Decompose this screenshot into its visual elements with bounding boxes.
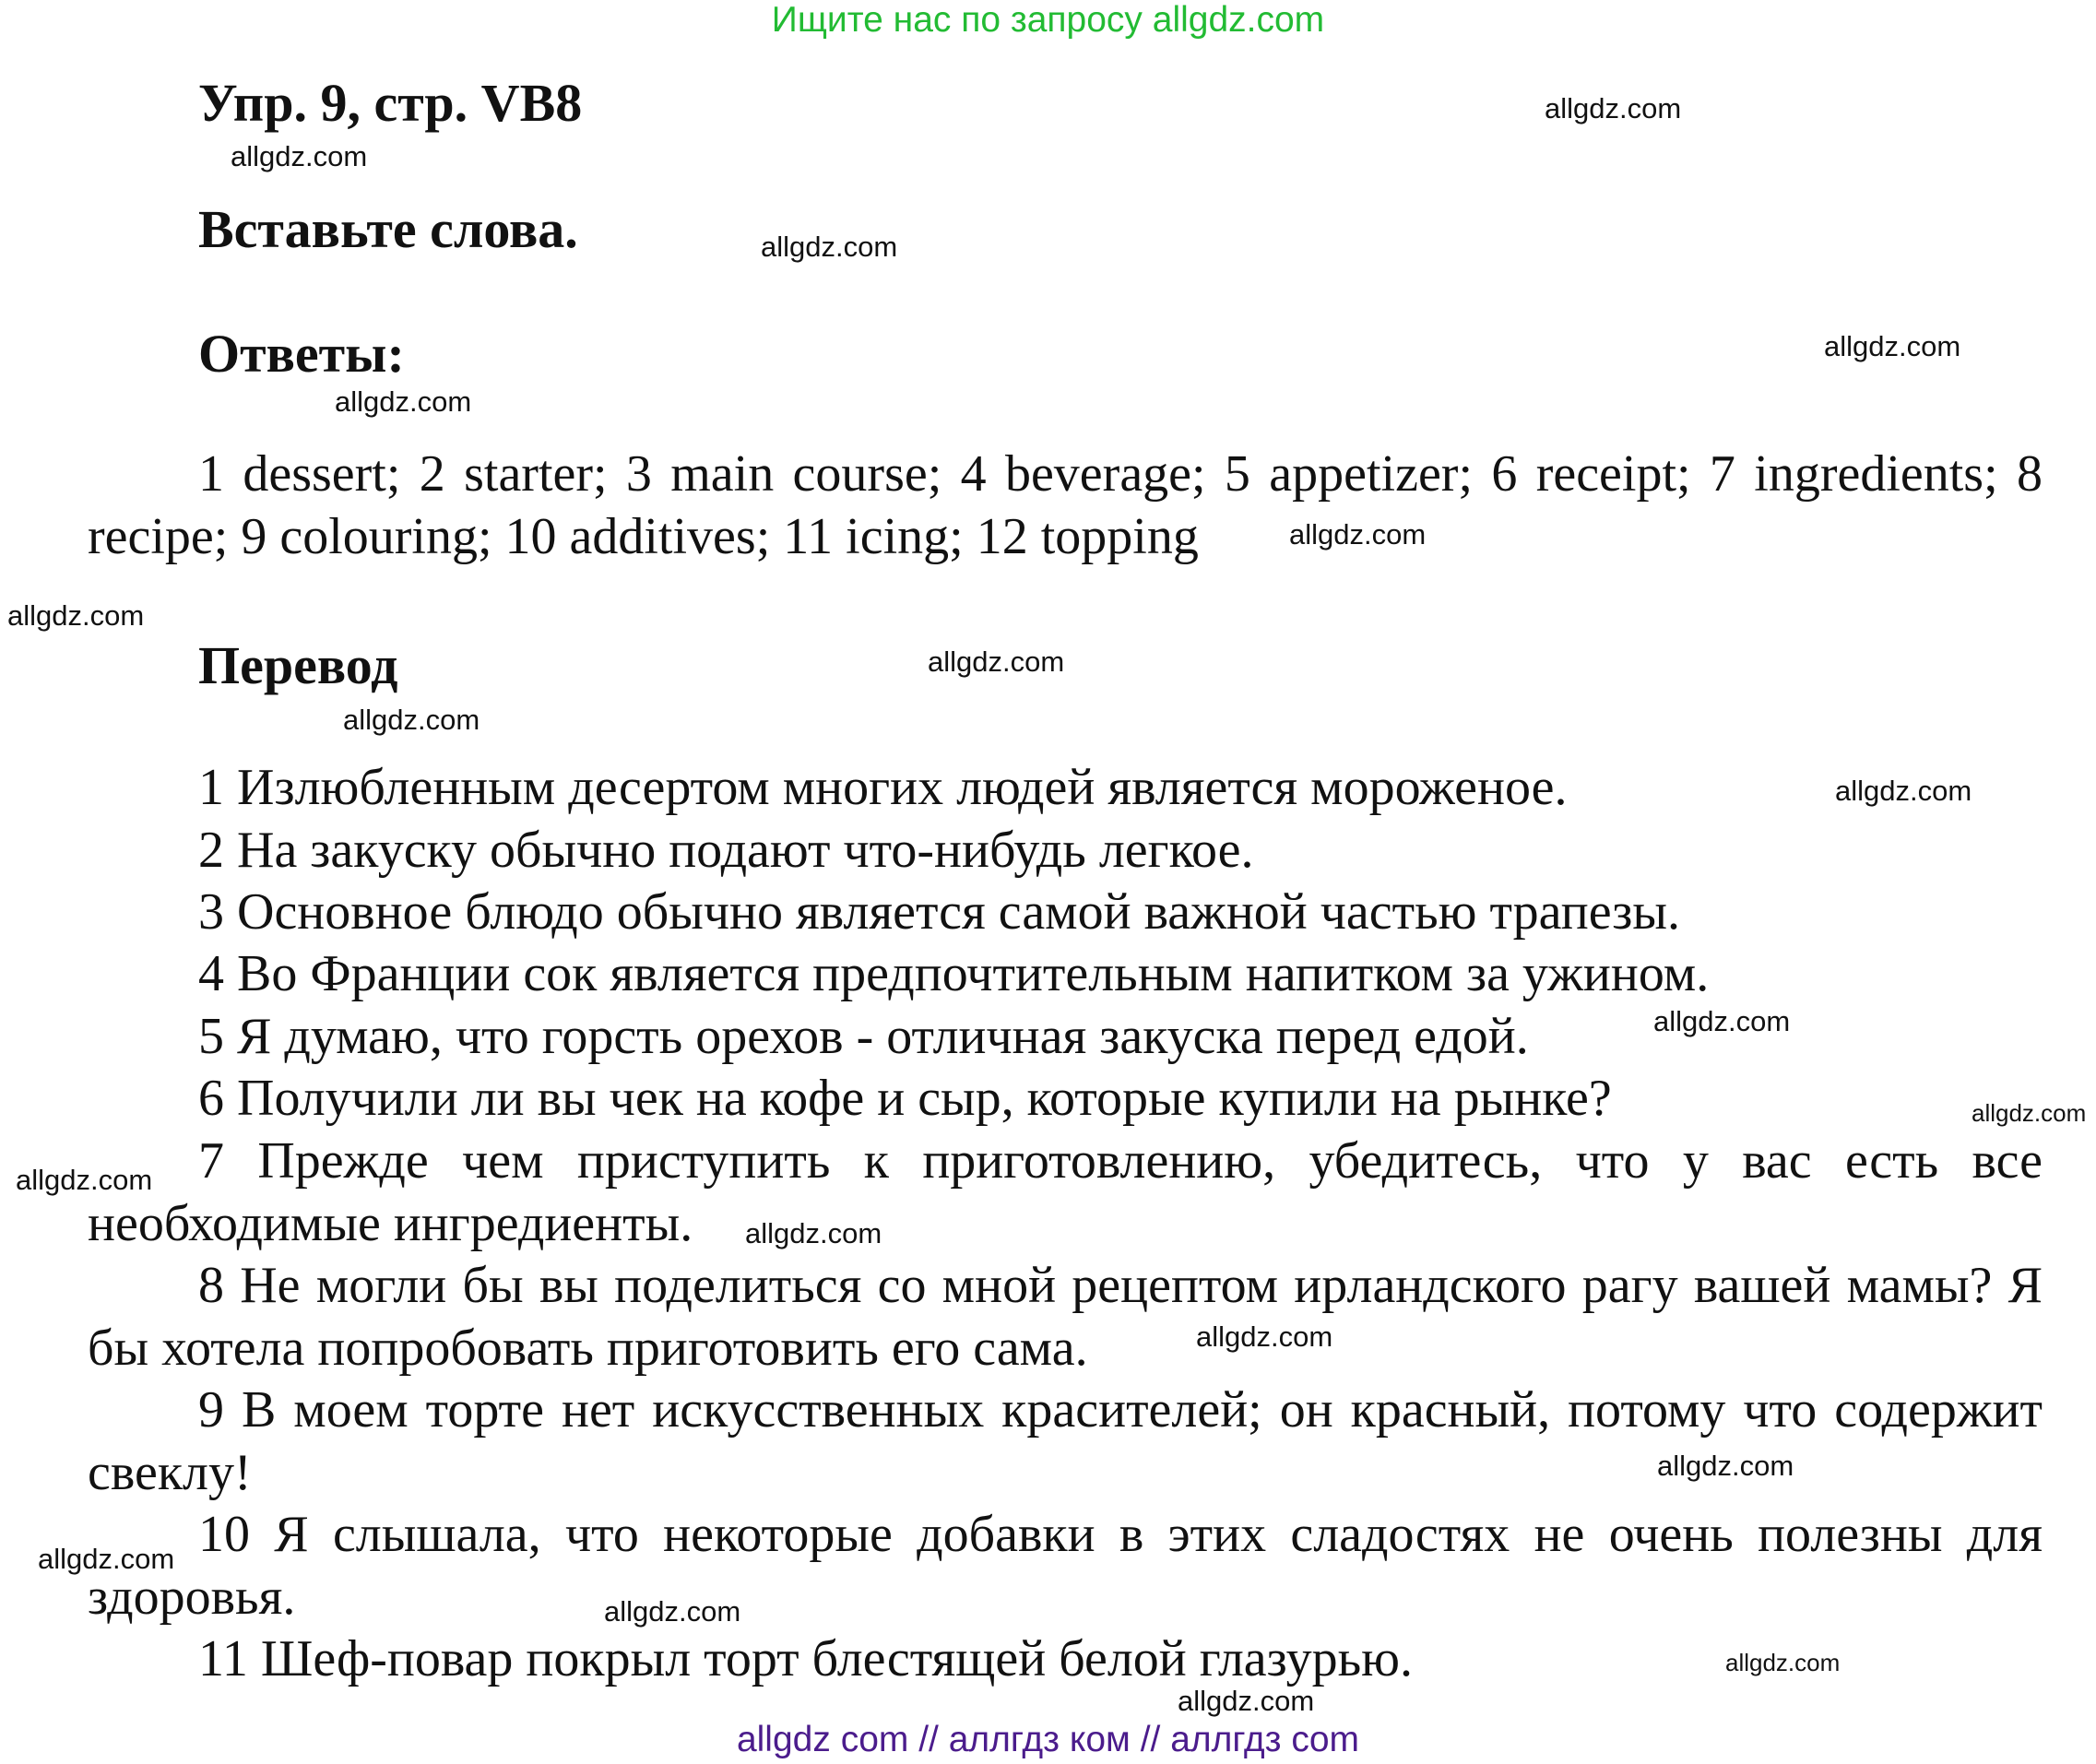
watermark: allgdz.com (343, 704, 480, 736)
watermark: allgdz.com (1835, 775, 1972, 807)
translation-line-11: 11 Шеф-повар покрыл торт блестящей белой глазурью. (198, 1630, 1413, 1687)
top-banner: Ищите нас по запросу allgdz.com (771, 0, 1325, 40)
watermark: allgdz.com (604, 1595, 741, 1628)
watermark: allgdz.com (928, 645, 1065, 678)
translation-line-3: 3 Основное блюдо обычно является самой важной частью трапезы. (198, 883, 1681, 941)
translation-line-7: 7 Прежде чем приступить к приготовлению, убедитесь, что у вас есть все необходимые ингредиенты. (88, 1132, 2043, 1252)
translation-line-9: 9 В моем торте нет искусственных красителей; он красный, потому что содержит свеклу! (88, 1381, 2043, 1501)
watermark: allgdz.com (231, 140, 368, 172)
answers-heading: Ответы: (198, 324, 405, 384)
watermark: allgdz.com (1824, 330, 1961, 362)
watermark: allgdz.com (335, 385, 472, 418)
watermark: allgdz.com (761, 231, 898, 263)
watermark: allgdz.com (1545, 92, 1682, 124)
watermark: allgdz.com (1725, 1649, 1841, 1676)
watermark: allgdz.com (1972, 1099, 2087, 1127)
watermark: allgdz.com (16, 1164, 153, 1196)
translation-line-6: 6 Получили ли вы чек на кофе и сыр, которые купили на рынке? (198, 1070, 1612, 1127)
translation-line-10: 10 Я слышала, что некоторые добавки в этих сладостях не очень полезны для здоровья. (88, 1506, 2043, 1626)
watermark: allgdz.com (1653, 1005, 1791, 1037)
translation-line-8: 8 Не могли бы вы поделиться со мной рецептом ирландского рагу вашей мамы? Я бы хотела попробовать приготовить его сама. (88, 1257, 2043, 1377)
bottom-banner: allgdz com // аллгдз ком // аллгдз com (736, 1720, 1360, 1759)
translation-line-2: 2 На закуску обычно подают что-нибудь легкое. (198, 822, 1254, 879)
watermark: allgdz.com (1196, 1320, 1333, 1353)
answers-text: 1 dessert; 2 starter; 3 main course; 4 beverage; 5 appetizer; 6 receipt; 7 ingredients; 8 recipe; 9 colouring; 10 additives; 11 icing; 12 topping (88, 445, 2043, 565)
watermark: allgdz.com (7, 599, 145, 632)
translation-line-1: 1 Излюбленным десертом многих людей является мороженое. (198, 759, 1568, 816)
translation-line-5: 5 Я думаю, что горсть орехов - отличная закуска перед едой. (198, 1008, 1529, 1065)
translation-heading: Перевод (198, 635, 398, 695)
watermark: allgdz.com (38, 1543, 175, 1575)
exercise-title: Упр. 9, стр. VB8 (198, 73, 583, 133)
task-text: Вставьте слова. (198, 199, 578, 259)
translation-line-4: 4 Во Франции сок является предпочтительным напитком за ужином. (198, 945, 1710, 1002)
watermark: allgdz.com (1289, 518, 1427, 551)
watermark: allgdz.com (1178, 1685, 1315, 1717)
watermark: allgdz.com (745, 1217, 882, 1249)
watermark: allgdz.com (1657, 1450, 1794, 1482)
